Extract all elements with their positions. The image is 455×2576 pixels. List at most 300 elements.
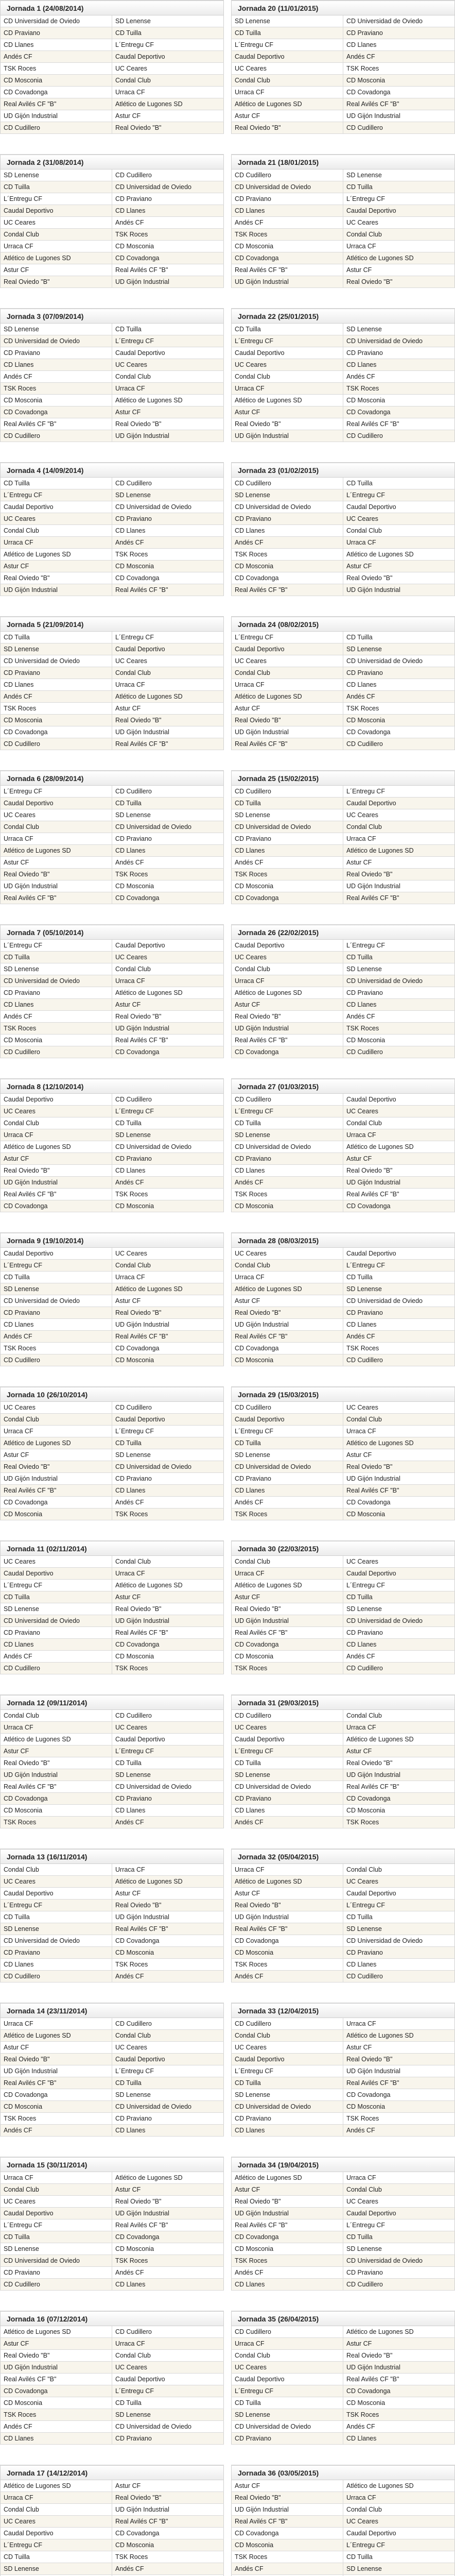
away-team: UD Gijón Industrial bbox=[343, 2065, 455, 2077]
match-row bbox=[232, 2018, 455, 2030]
home-team: UC Ceares bbox=[1, 1876, 112, 1888]
match-row bbox=[1, 632, 224, 643]
home-team: Astur CF bbox=[232, 999, 343, 1011]
match-row bbox=[232, 1461, 455, 1473]
away-team: CD Cudillero bbox=[343, 430, 455, 442]
match-row bbox=[232, 2172, 455, 2184]
match-row bbox=[232, 2551, 455, 2563]
home-team: Urraca CF bbox=[1, 1129, 112, 1141]
away-team: CD Tuilla bbox=[112, 2077, 224, 2089]
home-team: CD Covadonga bbox=[232, 2231, 343, 2243]
match-row bbox=[1, 324, 224, 335]
match-row bbox=[232, 2528, 455, 2539]
home-team: Real Avilés CF "B" bbox=[1, 1781, 112, 1793]
away-team: Real Oviedo "B" bbox=[343, 1165, 455, 1177]
match-row bbox=[232, 430, 455, 442]
home-team: Real Avilés CF "B" bbox=[232, 264, 343, 276]
away-team: Andés CF bbox=[112, 2563, 224, 2575]
home-team: Urraca CF bbox=[232, 975, 343, 987]
home-team: Urraca CF bbox=[1, 241, 112, 252]
away-team: Condal Club bbox=[112, 2030, 224, 2042]
away-team: Condal Club bbox=[112, 2350, 224, 2362]
match-row bbox=[1, 798, 224, 809]
match-row bbox=[232, 1141, 455, 1153]
match-row bbox=[1, 2196, 224, 2208]
match-row bbox=[1, 2326, 224, 2338]
home-team: Condal Club bbox=[232, 1260, 343, 1272]
home-team: L´Entregu CF bbox=[232, 2385, 343, 2397]
match-row bbox=[1, 2421, 224, 2433]
away-team: Astur CF bbox=[112, 999, 224, 1011]
match-row bbox=[1, 1959, 224, 1971]
home-team: CD Cudillero bbox=[1, 122, 112, 134]
away-team: CD Tuilla bbox=[343, 1591, 455, 1603]
home-team: Astur CF bbox=[232, 2480, 343, 2492]
away-team: Urraca CF bbox=[343, 833, 455, 845]
match-row bbox=[232, 738, 455, 750]
home-team: Condal Club bbox=[232, 371, 343, 383]
match-row bbox=[232, 2113, 455, 2125]
home-team: Urraca CF bbox=[232, 87, 343, 98]
away-team: Caudal Deportivo bbox=[112, 2374, 224, 2385]
match-row bbox=[232, 1769, 455, 1781]
match-row bbox=[232, 1402, 455, 1414]
match-row bbox=[1, 1307, 224, 1319]
home-team: UD Gijón Industrial bbox=[1, 584, 112, 596]
home-team: CD Cudillero bbox=[232, 2326, 343, 2338]
away-team: CD Tuilla bbox=[343, 478, 455, 489]
home-team: L´Entregu CF bbox=[232, 1106, 343, 1117]
round-title: Jornada 35 (26/04/2015) bbox=[232, 2311, 455, 2326]
home-team: UD Gijón Industrial bbox=[1, 1769, 112, 1781]
match-row bbox=[1, 418, 224, 430]
home-team: SD Lenense bbox=[232, 489, 343, 501]
match-row bbox=[232, 691, 455, 703]
match-row bbox=[1, 1805, 224, 1817]
round-pair bbox=[0, 2157, 455, 2290]
match-row bbox=[232, 845, 455, 857]
home-team: TSK Roces bbox=[1, 2409, 112, 2421]
home-team: CD Cudillero bbox=[1, 1354, 112, 1366]
away-team: CD Mosconia bbox=[343, 715, 455, 726]
match-row bbox=[1, 1461, 224, 1473]
round-pair bbox=[0, 462, 455, 596]
home-team: Astur CF bbox=[1, 2338, 112, 2350]
away-team: CD Covadonga bbox=[343, 87, 455, 98]
away-team: Andés CF bbox=[112, 1177, 224, 1189]
home-team: Real Avilés CF "B" bbox=[1, 1485, 112, 1497]
home-team: Atlético de Lugones SD bbox=[1, 1141, 112, 1153]
away-team: Urraca CF bbox=[112, 383, 224, 395]
away-team: CD Universidad de Oviedo bbox=[343, 1935, 455, 1947]
match-row bbox=[1, 2172, 224, 2184]
match-row bbox=[1, 572, 224, 584]
match-row bbox=[1, 264, 224, 276]
match-row bbox=[1, 2338, 224, 2350]
match-row bbox=[1, 880, 224, 892]
home-team: UD Gijón Industrial bbox=[1, 1473, 112, 1485]
home-team: CD Covadonga bbox=[1, 2385, 112, 2397]
match-row bbox=[232, 1283, 455, 1295]
away-team: CD Praviano bbox=[343, 1307, 455, 1319]
match-row bbox=[232, 264, 455, 276]
home-team: L´Entregu CF bbox=[232, 335, 343, 347]
away-team: Urraca CF bbox=[343, 2172, 455, 2184]
match-row bbox=[1, 1757, 224, 1769]
away-team: Real Oviedo "B" bbox=[343, 2350, 455, 2362]
home-team: CD Llanes bbox=[1, 39, 112, 51]
round-table-first-leg bbox=[0, 308, 224, 442]
away-team: Real Oviedo "B" bbox=[112, 1307, 224, 1319]
match-row bbox=[1, 1793, 224, 1805]
home-team: TSK Roces bbox=[232, 1509, 343, 1520]
away-team: UC Ceares bbox=[112, 2362, 224, 2374]
home-team: UC Ceares bbox=[232, 359, 343, 371]
away-team: Condal Club bbox=[112, 667, 224, 679]
away-team: UC Ceares bbox=[112, 1722, 224, 1734]
away-team: SD Lenense bbox=[112, 809, 224, 821]
home-team: CD Universidad de Oviedo bbox=[1, 655, 112, 667]
round-title: Jornada 26 (22/02/2015) bbox=[232, 925, 455, 940]
match-row bbox=[1, 2385, 224, 2397]
away-team: CD Llanes bbox=[112, 2125, 224, 2137]
match-row bbox=[1, 1319, 224, 1331]
round-pair bbox=[0, 1849, 455, 1982]
match-row bbox=[1, 1023, 224, 1035]
home-team: Real Oviedo "B" bbox=[1, 869, 112, 880]
away-team: Real Oviedo "B" bbox=[112, 1011, 224, 1023]
round-pair bbox=[0, 616, 455, 750]
away-team: Real Avilés CF "B" bbox=[112, 264, 224, 276]
home-team: UC Ceares bbox=[1, 1402, 112, 1414]
home-team: Real Oviedo "B" bbox=[232, 418, 343, 430]
home-team: CD Praviano bbox=[232, 1473, 343, 1485]
away-team: CD Tuilla bbox=[343, 181, 455, 193]
match-row bbox=[232, 2421, 455, 2433]
home-team: SD Lenense bbox=[232, 809, 343, 821]
home-team: Condal Club bbox=[232, 1556, 343, 1568]
match-row bbox=[1, 845, 224, 857]
match-row bbox=[232, 489, 455, 501]
match-row bbox=[1, 1603, 224, 1615]
home-team: Condal Club bbox=[1, 525, 112, 537]
round-title: Jornada 12 (09/11/2014) bbox=[1, 1695, 224, 1710]
match-row bbox=[232, 63, 455, 75]
round-table-first-leg bbox=[0, 1232, 224, 1366]
away-team: Atlético de Lugones SD bbox=[343, 549, 455, 561]
away-team: Astur CF bbox=[343, 1449, 455, 1461]
home-team: Caudal Deportivo bbox=[1, 1248, 112, 1260]
home-team: Andés CF bbox=[1, 51, 112, 63]
away-team: SD Lenense bbox=[343, 2243, 455, 2255]
home-team: CD Tuilla bbox=[1, 1591, 112, 1603]
home-team: Urraca CF bbox=[1, 2018, 112, 2030]
round-table-return-leg bbox=[231, 770, 455, 904]
match-row bbox=[232, 2030, 455, 2042]
match-row bbox=[232, 2125, 455, 2137]
away-team: CD Tuilla bbox=[343, 632, 455, 643]
home-team: UD Gijón Industrial bbox=[1, 110, 112, 122]
match-row bbox=[232, 1106, 455, 1117]
match-row bbox=[232, 1591, 455, 1603]
away-team: Urraca CF bbox=[343, 1129, 455, 1141]
away-team: Urraca CF bbox=[112, 1568, 224, 1580]
home-team: Condal Club bbox=[1, 2184, 112, 2196]
away-team: TSK Roces bbox=[112, 229, 224, 241]
round-table-return-leg bbox=[231, 1386, 455, 1520]
away-team: Andés CF bbox=[343, 2421, 455, 2433]
away-team: CD Universidad de Oviedo bbox=[343, 1615, 455, 1627]
match-row bbox=[1, 1888, 224, 1900]
away-team: Real Avilés CF "B" bbox=[343, 2374, 455, 2385]
match-row bbox=[232, 987, 455, 999]
home-team: Atlético de Lugones SD bbox=[1, 549, 112, 561]
away-team: Real Avilés CF "B" bbox=[112, 1331, 224, 1343]
away-team: CD Covadonga bbox=[112, 252, 224, 264]
home-team: CD Praviano bbox=[232, 193, 343, 205]
match-row bbox=[232, 1307, 455, 1319]
home-team: CD Mosconia bbox=[1, 2101, 112, 2113]
away-team: Astur CF bbox=[343, 561, 455, 572]
home-team: CD Covadonga bbox=[1, 406, 112, 418]
match-row bbox=[232, 1627, 455, 1639]
home-team: CD Cudillero bbox=[1, 1971, 112, 1982]
away-team: UC Ceares bbox=[112, 952, 224, 963]
away-team: Astur CF bbox=[112, 1295, 224, 1307]
home-team: Andés CF bbox=[1, 371, 112, 383]
round-title: Jornada 29 (15/03/2015) bbox=[232, 1387, 455, 1402]
home-team: CD Praviano bbox=[1, 987, 112, 999]
away-team: CD Universidad de Oviedo bbox=[112, 821, 224, 833]
away-team: Caudal Deportivo bbox=[112, 1414, 224, 1426]
round-table-return-leg bbox=[231, 308, 455, 442]
away-team: CD Llanes bbox=[343, 1639, 455, 1651]
home-team: CD Covadonga bbox=[232, 1343, 343, 1354]
away-team: UC Ceares bbox=[112, 655, 224, 667]
round-title: Jornada 22 (25/01/2015) bbox=[232, 309, 455, 324]
away-team: CD Praviano bbox=[343, 667, 455, 679]
away-team: SD Lenense bbox=[112, 1449, 224, 1461]
round-pair bbox=[0, 924, 455, 1058]
away-team: TSK Roces bbox=[112, 2551, 224, 2563]
round-title: Jornada 25 (15/02/2015) bbox=[232, 771, 455, 786]
match-row bbox=[1, 2279, 224, 2291]
away-team: CD Llanes bbox=[112, 1485, 224, 1497]
match-row bbox=[1, 726, 224, 738]
away-team: TSK Roces bbox=[343, 703, 455, 715]
away-team: CD Covadonga bbox=[343, 1793, 455, 1805]
away-team: L´Entregu CF bbox=[112, 2065, 224, 2077]
match-row bbox=[1, 786, 224, 798]
match-row bbox=[1, 98, 224, 110]
match-row bbox=[1, 2243, 224, 2255]
away-team: Atlético de Lugones SD bbox=[112, 1876, 224, 1888]
match-row bbox=[232, 703, 455, 715]
match-row bbox=[1, 2065, 224, 2077]
match-row bbox=[232, 892, 455, 904]
match-row bbox=[232, 1295, 455, 1307]
away-team: Atlético de Lugones SD bbox=[343, 1734, 455, 1745]
home-team: Astur CF bbox=[232, 1591, 343, 1603]
away-team: L´Entregu CF bbox=[343, 1260, 455, 1272]
away-team: Real Oviedo "B" bbox=[112, 122, 224, 134]
match-row bbox=[232, 1260, 455, 1272]
home-team: L´Entregu CF bbox=[1, 2539, 112, 2551]
match-row bbox=[232, 679, 455, 691]
home-team: Caudal Deportivo bbox=[232, 940, 343, 952]
match-row bbox=[1, 1402, 224, 1414]
match-row bbox=[1, 2539, 224, 2551]
home-team: UD Gijón Industrial bbox=[232, 2504, 343, 2516]
match-row bbox=[232, 1722, 455, 1734]
away-team: CD Praviano bbox=[343, 27, 455, 39]
away-team: CD Praviano bbox=[112, 193, 224, 205]
home-team: Real Avilés CF "B" bbox=[232, 738, 343, 750]
away-team: CD Cudillero bbox=[343, 2279, 455, 2291]
match-row bbox=[1, 2504, 224, 2516]
home-team: Urraca CF bbox=[1, 1426, 112, 1437]
home-team: Real Oviedo "B" bbox=[232, 1307, 343, 1319]
home-team: TSK Roces bbox=[1, 383, 112, 395]
match-row bbox=[232, 15, 455, 27]
away-team: UC Ceares bbox=[343, 1106, 455, 1117]
away-team: SD Lenense bbox=[112, 489, 224, 501]
match-row bbox=[232, 2196, 455, 2208]
round-table-first-leg bbox=[0, 616, 224, 750]
match-row bbox=[232, 1580, 455, 1591]
away-team: Astur CF bbox=[112, 703, 224, 715]
match-row bbox=[232, 1959, 455, 1971]
away-team: CD Praviano bbox=[112, 1793, 224, 1805]
match-row bbox=[232, 2184, 455, 2196]
away-team: CD Praviano bbox=[343, 1627, 455, 1639]
match-row bbox=[1, 1177, 224, 1189]
away-team: Real Avilés CF "B" bbox=[112, 1627, 224, 1639]
home-team: Atlético de Lugones SD bbox=[1, 1437, 112, 1449]
home-team: CD Tuilla bbox=[1, 478, 112, 489]
match-row bbox=[232, 1497, 455, 1509]
match-row bbox=[232, 1165, 455, 1177]
away-team: Atlético de Lugones SD bbox=[343, 2480, 455, 2492]
away-team: Caudal Deportivo bbox=[112, 1734, 224, 1745]
match-row bbox=[232, 2326, 455, 2338]
away-team: CD Covadonga bbox=[343, 2089, 455, 2101]
match-row bbox=[232, 1011, 455, 1023]
home-team: Caudal Deportivo bbox=[1, 501, 112, 513]
round-pair bbox=[0, 1694, 455, 1828]
home-team: Real Oviedo "B" bbox=[232, 1900, 343, 1911]
away-team: CD Llanes bbox=[343, 359, 455, 371]
away-team: Astur CF bbox=[112, 2184, 224, 2196]
home-team: Urraca CF bbox=[1, 1722, 112, 1734]
home-team: Real Oviedo "B" bbox=[1, 1165, 112, 1177]
round-title: Jornada 13 (16/11/2014) bbox=[1, 1849, 224, 1864]
match-row bbox=[1, 2054, 224, 2065]
home-team: Atlético de Lugones SD bbox=[1, 252, 112, 264]
away-team: UC Ceares bbox=[112, 63, 224, 75]
round-title: Jornada 24 (08/02/2015) bbox=[232, 617, 455, 632]
away-team: Real Avilés CF "B" bbox=[112, 2516, 224, 2528]
away-team: CD Covadonga bbox=[343, 726, 455, 738]
away-team: Astur CF bbox=[112, 110, 224, 122]
round-table-first-leg bbox=[0, 154, 224, 288]
away-team: Andés CF bbox=[112, 857, 224, 869]
away-team: Caudal Deportivo bbox=[343, 1094, 455, 1106]
away-team: Caudal Deportivo bbox=[343, 2528, 455, 2539]
match-row bbox=[1, 170, 224, 181]
away-team: UD Gijón Industrial bbox=[343, 1473, 455, 1485]
home-team: UC Ceares bbox=[232, 1722, 343, 1734]
match-row bbox=[1, 1283, 224, 1295]
home-team: CD Mosconia bbox=[232, 2539, 343, 2551]
match-row bbox=[232, 1189, 455, 1200]
round-table-first-leg bbox=[0, 1694, 224, 1828]
match-row bbox=[232, 1509, 455, 1520]
away-team: Atlético de Lugones SD bbox=[343, 1437, 455, 1449]
away-team: UD Gijón Industrial bbox=[112, 2208, 224, 2219]
away-team: Astur CF bbox=[343, 857, 455, 869]
match-row bbox=[232, 643, 455, 655]
away-team: Real Oviedo "B" bbox=[343, 1461, 455, 1473]
home-team: L´Entregu CF bbox=[232, 1745, 343, 1757]
away-team: CD Mosconia bbox=[112, 1354, 224, 1366]
match-row bbox=[1, 430, 224, 442]
home-team: CD Llanes bbox=[232, 205, 343, 217]
match-row bbox=[1, 63, 224, 75]
home-team: CD Tuilla bbox=[1, 952, 112, 963]
match-row bbox=[1, 51, 224, 63]
match-row bbox=[232, 726, 455, 738]
away-team: L´Entregu CF bbox=[112, 1106, 224, 1117]
home-team: Atlético de Lugones SD bbox=[232, 691, 343, 703]
home-team: Caudal Deportivo bbox=[232, 347, 343, 359]
away-team: Atlético de Lugones SD bbox=[112, 691, 224, 703]
home-team: Caudal Deportivo bbox=[1, 1568, 112, 1580]
away-team: CD Praviano bbox=[343, 987, 455, 999]
away-team: Atlético de Lugones SD bbox=[112, 98, 224, 110]
home-team: UD Gijón Industrial bbox=[232, 1911, 343, 1923]
away-team: UC Ceares bbox=[343, 2196, 455, 2208]
home-team: UD Gijón Industrial bbox=[1, 2362, 112, 2374]
match-row bbox=[1, 2231, 224, 2243]
match-row bbox=[1, 359, 224, 371]
home-team: L´Entregu CF bbox=[232, 1426, 343, 1437]
home-team: CD Cudillero bbox=[1, 1046, 112, 1058]
match-row bbox=[232, 1200, 455, 1212]
round-table-first-leg bbox=[0, 1386, 224, 1520]
away-team: Astur CF bbox=[343, 1745, 455, 1757]
match-row bbox=[232, 999, 455, 1011]
match-row bbox=[1, 1272, 224, 1283]
away-team: UC Ceares bbox=[343, 513, 455, 525]
away-team: Condal Club bbox=[343, 1414, 455, 1426]
match-row bbox=[1, 857, 224, 869]
match-row bbox=[1, 2219, 224, 2231]
match-row bbox=[232, 87, 455, 98]
away-team: L´Entregu CF bbox=[112, 2385, 224, 2397]
home-team: Real Oviedo "B" bbox=[1, 1461, 112, 1473]
match-row bbox=[1, 1722, 224, 1734]
home-team: Real Oviedo "B" bbox=[232, 2492, 343, 2504]
match-row bbox=[232, 122, 455, 134]
match-row bbox=[1, 2018, 224, 2030]
home-team: CD Universidad de Oviedo bbox=[1, 1615, 112, 1627]
away-team: Urraca CF bbox=[112, 975, 224, 987]
home-team: L´Entregu CF bbox=[1, 1900, 112, 1911]
away-team: CD Universidad de Oviedo bbox=[112, 2101, 224, 2113]
home-team: CD Universidad de Oviedo bbox=[232, 1461, 343, 1473]
round-title: Jornada 15 (30/11/2014) bbox=[1, 2157, 224, 2172]
